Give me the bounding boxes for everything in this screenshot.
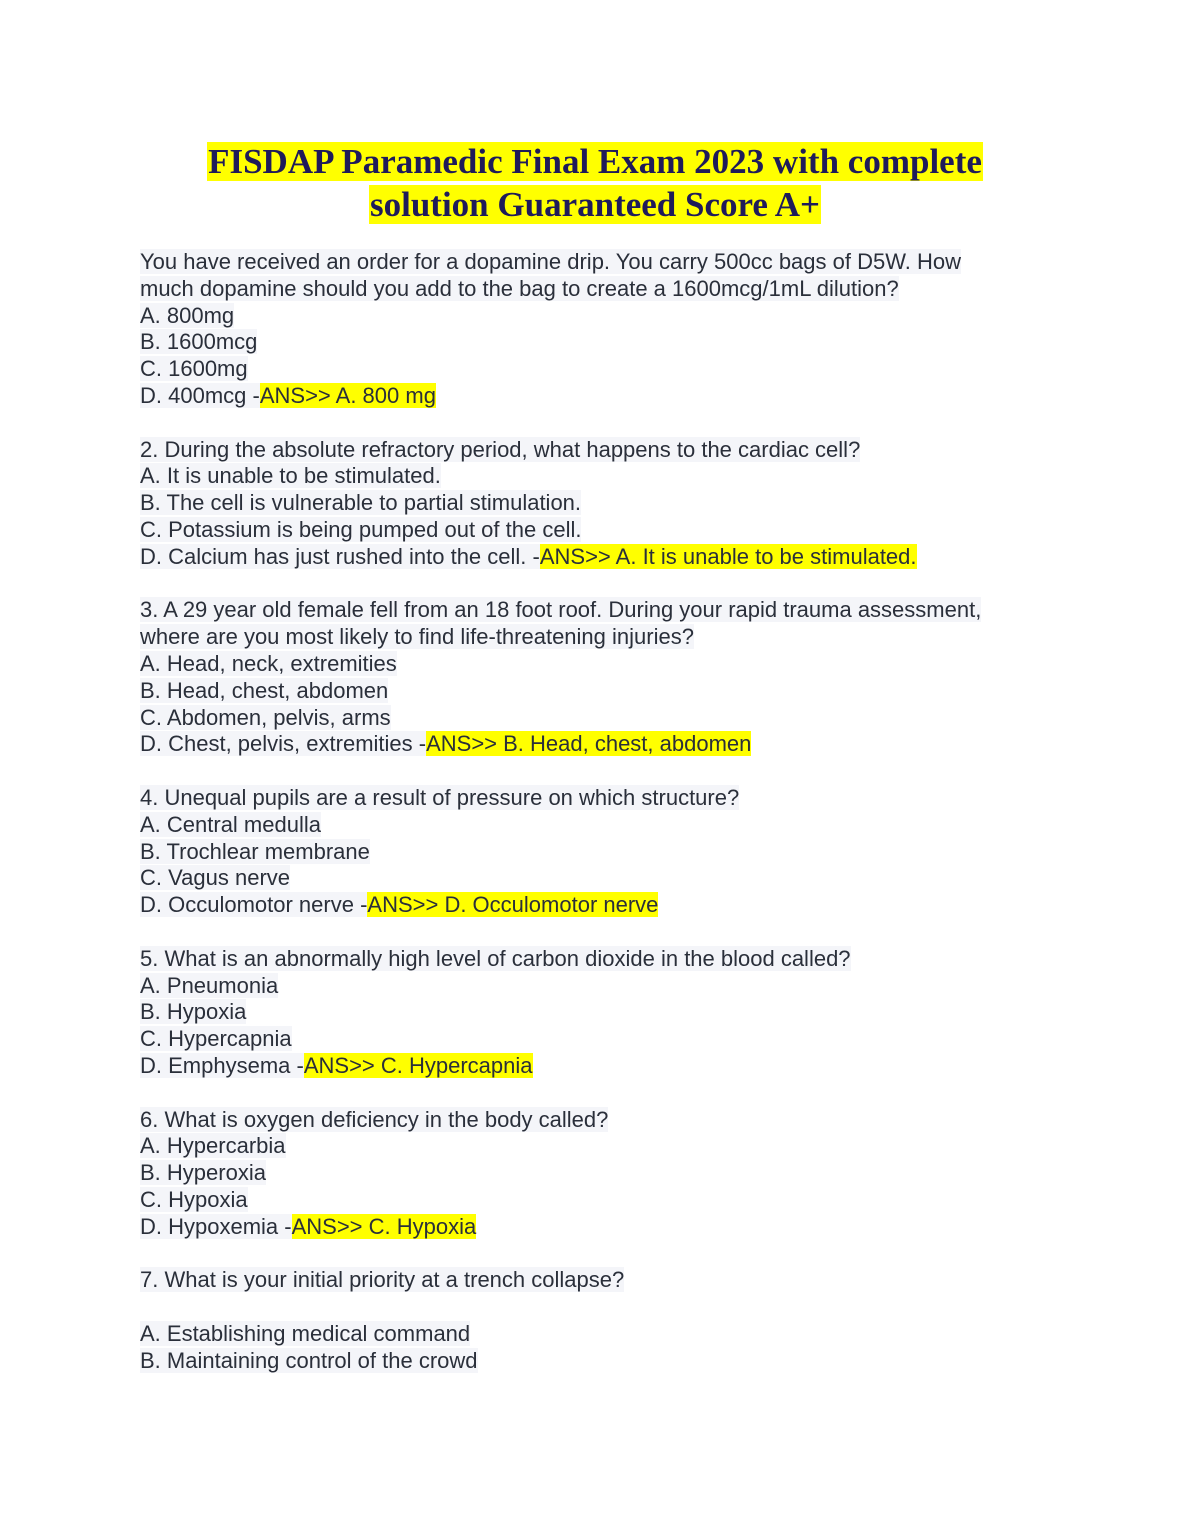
question-text: 7. What is your initial priority at a trench collapse?: [140, 1267, 625, 1293]
option-a: A. 800mg: [140, 302, 235, 328]
question-list: [140, 249, 1060, 1374]
option-a: A. Pneumonia: [140, 972, 279, 998]
document-title: [0, 140, 1190, 226]
question-text: 5. What is an abnormally high level of carbon dioxide in the blood called?: [140, 945, 851, 971]
option-d: D. Occulomotor nerve -: [140, 892, 368, 918]
question-text: You have received an order for a dopamine drip. You carry 500cc bags of D5W. How: [140, 249, 962, 274]
question-block: [140, 437, 1060, 571]
answer-highlight: ANS>> A. 800 mg: [259, 382, 436, 408]
option-d: D. 400mcg -: [140, 382, 260, 408]
answer-highlight: ANS>> D. Occulomotor nerve: [367, 892, 659, 918]
option-c: C. Hypoxia: [140, 1186, 248, 1212]
question-block: [140, 249, 1060, 410]
option-b: B. Hyperoxia: [140, 1160, 266, 1186]
option-d: D. Emphysema -: [140, 1052, 304, 1078]
question-text: much dopamine should you add to the bag to create a 1600mcg/1mL dilution?: [140, 275, 899, 301]
option-b: B. Hypoxia: [140, 999, 247, 1025]
question-text: 6. What is oxygen deficiency in the body called?: [140, 1106, 609, 1132]
spacer: [140, 919, 1060, 946]
answer-highlight: ANS>> A. It is unable to be stimulated.: [539, 543, 917, 569]
option-a: A. It is unable to be stimulated.: [140, 463, 441, 489]
option-c: C. Hypercapnia: [140, 1026, 292, 1052]
question-block: [140, 597, 1060, 758]
question-block: [140, 1107, 1060, 1241]
title-line-2: solution Guaranteed Score A+: [369, 185, 820, 224]
option-c: C. Vagus nerve: [140, 865, 291, 891]
answer-highlight: ANS>> B. Head, chest, abdomen: [426, 731, 752, 757]
option-c: C. Abdomen, pelvis, arms: [140, 704, 391, 730]
option-d: D. Calcium has just rushed into the cell. -: [140, 543, 540, 569]
spacer: [140, 1294, 1060, 1321]
spacer: [140, 1240, 1060, 1267]
question-block: [140, 1267, 1060, 1374]
question-text: 2. During the absolute refractory period, what happens to the cardiac cell?: [140, 436, 861, 462]
answer-highlight: ANS>> C. Hypoxia: [291, 1213, 477, 1239]
question-block: [140, 946, 1060, 1080]
option-a: A. Hypercarbia: [140, 1133, 286, 1159]
spacer: [140, 1080, 1060, 1107]
option-c: C. Potassium is being pumped out of the cell.: [140, 516, 582, 542]
option-d: D. Hypoxemia -: [140, 1213, 292, 1239]
option-b: B. Maintaining control of the crowd: [140, 1347, 478, 1373]
spacer: [140, 758, 1060, 785]
question-block: [140, 785, 1060, 919]
option-b: B. The cell is vulnerable to partial stimulation.: [140, 490, 582, 516]
option-a: A. Central medulla: [140, 811, 321, 837]
spacer: [140, 410, 1060, 437]
question-text: 3. A 29 year old female fell from an 18 foot roof. During your rapid trauma assessment,: [140, 597, 982, 623]
option-b: B. Trochlear membrane: [140, 838, 370, 864]
spacer: [140, 571, 1060, 598]
answer-highlight: ANS>> C. Hypercapnia: [303, 1052, 533, 1078]
option-a: A. Establishing medical command: [140, 1320, 471, 1346]
question-text: where are you most likely to find life-threatening injuries?: [140, 624, 694, 650]
option-b: B. Head, chest, abdomen: [140, 677, 389, 703]
option-d: D. Chest, pelvis, extremities -: [140, 731, 427, 757]
option-c: C. 1600mg: [140, 356, 248, 382]
option-a: A. Head, neck, extremities: [140, 650, 397, 676]
option-b: B. 1600mcg: [140, 329, 258, 355]
question-text: 4. Unequal pupils are a result of pressure on which structure?: [140, 784, 740, 810]
title-line-1: FISDAP Paramedic Final Exam 2023 with complete: [208, 142, 982, 181]
